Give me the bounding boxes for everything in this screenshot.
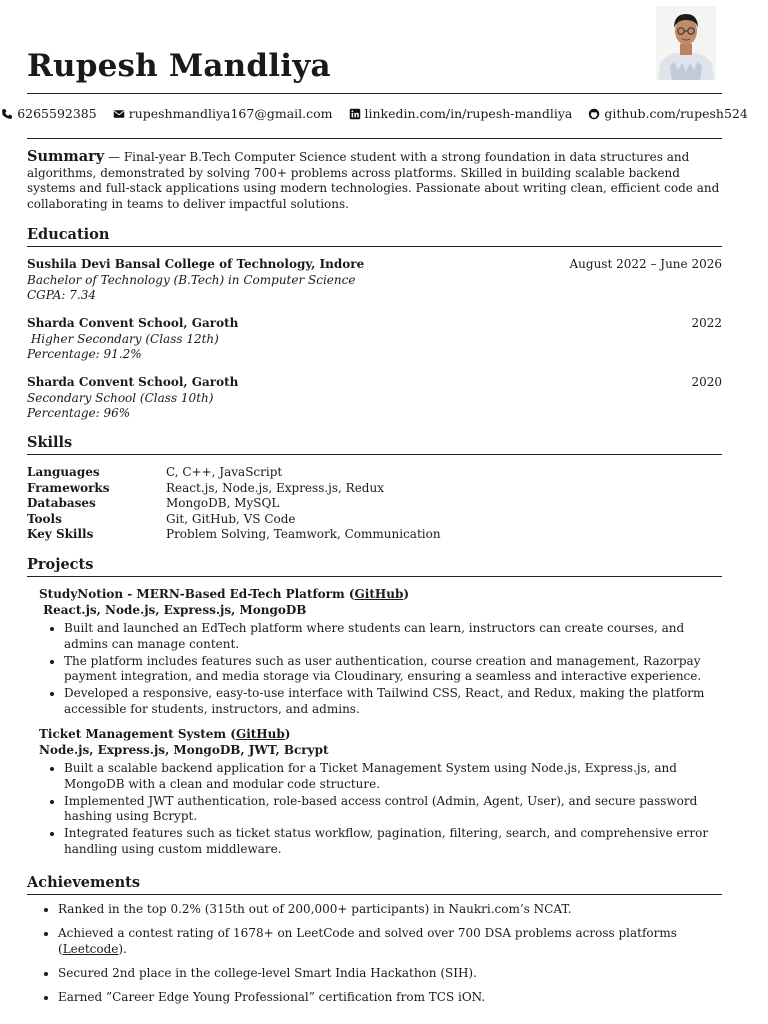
institution: Sushila Devi Bansal College of Technology, Indore <box>27 257 365 271</box>
project-tech: Node.js, Express.js, MongoDB, JWT, Bcrypt <box>39 742 329 757</box>
institution: Sharda Convent School, Garoth <box>27 316 239 330</box>
skill-row <box>27 527 441 543</box>
projects-rule <box>27 576 722 577</box>
education-rule <box>27 246 722 247</box>
score: Percentage: 91.2% <box>27 347 142 361</box>
edu-date: 2022 <box>691 316 722 330</box>
mail-icon <box>113 108 125 120</box>
achievements-heading: Achievements <box>27 874 140 891</box>
list-item: • Integrated features such as ticket status workflow, pagination, filtering, search, and comprehensive error handling using custom middleware. <box>64 826 722 857</box>
projects-heading: Projects <box>27 556 94 573</box>
skill-value: Git, GitHub, VS Code <box>166 511 296 526</box>
list-item: • Built a scalable backend application for a Ticket Management System using Node.js, Express.js, and MongoDB with a clean and modular code structure. <box>64 761 722 792</box>
phone-icon <box>1 108 13 120</box>
leetcode-link[interactable]: Leetcode <box>62 941 119 956</box>
profile-photo <box>656 6 716 80</box>
header-rule <box>27 93 722 94</box>
contact-linkedin[interactable] <box>349 106 573 121</box>
edu-date: August 2022 – June 2026 <box>569 257 722 271</box>
list-item <box>58 902 735 918</box>
skill-row <box>27 465 441 481</box>
person-photo-icon <box>656 6 716 80</box>
skill-value: React.js, Node.js, Express.js, Redux <box>166 480 384 495</box>
summary-text: Final-year B.Tech Computer Science student with a strong foundation in data structures and algorithms, demonstrated by solving 700+ problems across platforms. Skilled in building scalable backend systems and full-stack applications using modern technologies. Passionate about writing clean, efficient code and collaborating in teams to deliver impactful solutions. <box>27 150 720 211</box>
email-text: rupeshmandliya167@gmail.com <box>128 106 333 121</box>
candidate-name: Rupesh Mandliya <box>27 48 331 84</box>
project-title <box>39 587 722 603</box>
project-name: StudyNotion - MERN-Based Ed-Tech Platform ( <box>39 587 355 601</box>
education-entry <box>27 375 722 422</box>
education-entry <box>27 257 722 304</box>
list-item: • Implemented JWT authentication, role-based access control (Admin, Agent, User), and secure password hashing using Bcrypt. <box>64 794 722 825</box>
contact-bar <box>17 106 748 121</box>
skill-value: C, C++, JavaScript <box>166 465 283 479</box>
achievement-text: Ranked in the top 0.2% (315th out of 200,000+ participants) in Naukri.com’s NCAT. <box>58 902 572 916</box>
skill-key: Key Skills <box>27 527 94 541</box>
skill-key: Languages <box>27 465 100 479</box>
contact-rule <box>27 138 722 139</box>
list-item <box>58 966 735 982</box>
github-icon <box>588 108 600 120</box>
degree: Bachelor of Technology (B.Tech) in Computer Science <box>27 272 356 287</box>
skill-key: Frameworks <box>27 480 110 495</box>
education-heading: Education <box>27 226 110 243</box>
project-bullets <box>39 621 722 717</box>
skill-key: Tools <box>27 511 62 526</box>
degree: Secondary School (Class 10th) <box>27 390 214 405</box>
skill-row <box>27 512 441 528</box>
skill-value: MongoDB, MySQL <box>166 496 280 510</box>
list-item: • Developed a responsive, easy-to-use interface with Tailwind CSS, React, and Redux, making the platform accessible for students, instructors, and admins. <box>64 686 722 717</box>
achievements-rule <box>27 894 722 895</box>
skill-key: Databases <box>27 496 96 510</box>
project-bullets <box>39 761 722 857</box>
github-link[interactable]: GitHub <box>354 587 404 601</box>
skill-value: Problem Solving, Teamwork, Communication <box>166 527 441 541</box>
education-entry <box>27 316 722 363</box>
institution: Sharda Convent School, Garoth <box>27 375 239 389</box>
list-item: • Built and launched an EdTech platform where students can learn, instructors can create courses, and admins can manage content. <box>64 621 722 652</box>
project-ticket-system <box>39 727 722 859</box>
list-item <box>58 926 735 957</box>
achievement-tail: ). <box>118 941 127 956</box>
project-name: Ticket Management System ( <box>39 727 236 741</box>
edu-date: 2020 <box>691 375 722 389</box>
skills-table <box>27 465 441 543</box>
contact-email[interactable] <box>113 106 333 121</box>
summary-separator: — <box>104 150 124 164</box>
skill-row <box>27 481 441 497</box>
contact-github[interactable] <box>588 106 747 121</box>
contact-phone[interactable] <box>1 106 97 121</box>
achievement-text: Secured 2nd place in the college-level Smart India Hackathon (SIH). <box>58 965 477 980</box>
project-title <box>39 727 722 743</box>
achievements-list <box>45 902 735 1014</box>
project-studynotion <box>39 587 722 719</box>
phone-text: 6265592385 <box>17 106 97 121</box>
github-text: github.com/rupesh524 <box>604 106 748 121</box>
skill-row <box>27 496 441 512</box>
summary-section <box>27 149 722 212</box>
degree: Higher Secondary (Class 12th) <box>27 331 219 346</box>
project-title-close: ) <box>284 727 291 741</box>
skills-rule <box>27 454 722 455</box>
score: CGPA: 7.34 <box>27 288 96 302</box>
linkedin-icon <box>349 108 361 120</box>
list-item <box>58 990 735 1006</box>
project-tech: React.js, Node.js, Express.js, MongoDB <box>39 602 307 617</box>
github-link[interactable]: GitHub <box>235 727 285 741</box>
skills-heading: Skills <box>27 434 73 451</box>
project-title-close: ) <box>403 587 410 601</box>
linkedin-text: linkedin.com/in/rupesh-mandliya <box>364 106 573 121</box>
list-item: • The platform includes features such as user authentication, course creation and management, Razorpay payment integration, and media storage via Cloudinary, ensuring a seamless and interactive experience. <box>64 654 722 685</box>
achievement-text: Achieved a contest rating of 1678+ on LeetCode and solved over 700 DSA problems across platforms ( <box>58 926 677 956</box>
score: Percentage: 96% <box>27 406 131 420</box>
achievement-text: Earned ”Career Edge Young Professional” certification from TCS iON. <box>58 989 486 1004</box>
summary-label: Summary <box>27 148 105 165</box>
